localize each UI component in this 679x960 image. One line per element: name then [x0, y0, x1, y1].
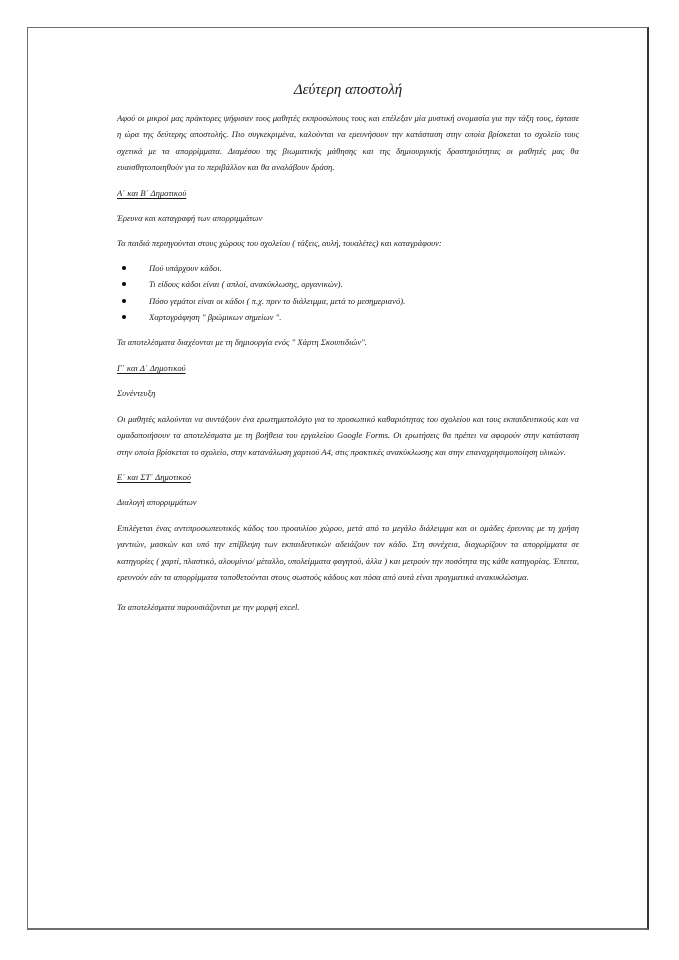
document-body — [117, 80, 579, 616]
section-heading-c-d: Γ΄ και Δ΄ Δημοτικού — [117, 362, 186, 373]
section-subheading-e-f: Διαλογή απορριμμάτων — [117, 497, 197, 508]
list-item — [117, 309, 579, 325]
bullet-icon — [122, 315, 126, 319]
list-item-text: Τι είδους κάδοι είναι ( απλοί, ανακύκλωσης, οργανικών). — [149, 279, 343, 290]
list-item — [117, 276, 579, 292]
section-subheading-c-d: Συνέντευξη — [117, 388, 156, 399]
list-item — [117, 293, 579, 309]
section-lead-a-b: Τα παιδιά περιηγούνται στους χώρους του σχολείου ( τάξεις, αυλή, τουαλέτες) και καταγράφουν: — [117, 238, 442, 249]
bullet-icon — [122, 266, 126, 270]
section-heading-e-f: Ε΄ και ΣΤ΄ Δημοτικού — [117, 471, 191, 482]
section-closing-e-f: Τα αποτελέσματα παρουσιάζονται με την μορφή excel. — [117, 602, 300, 613]
section-body-e-f: Επιλέγεται ένας αντιπροσωπευτικός κάδος του προαυλίου χώρου, μετά από το μεγάλο διάλειμμα και οι ομάδες έρευνας με τη χρήση γαντιών, μασκών και υπό την επίβλεψη των εκπαιδευτικών αδειάζουν τον κάδο. Στη συνέχεια, διαχωρίζουν τα απορρίμματα σε κατηγορίες ( χαρτί, πλαστικό, αλουμίνιο/ μέταλλο, υπολείμματα φαγητού, άλλα ) και μετρούν την ποσότητα της κάθε κατηγορίας. Έπειτα, ερευνούν εάν τα απορρίμματα τοποθετούνται στους σωστούς κάδους και πόσα από αυτά είναι πραγματικά ανακυκλώσιμα. — [117, 522, 579, 582]
list-item — [117, 260, 579, 276]
bullet-icon — [122, 299, 126, 303]
list-item-text: Πόσο γεμάτοι είναι οι κάδοι ( π.χ. πριν το διάλειμμα, μετά το μεσημεριανό). — [149, 295, 406, 306]
document-title: Δεύτερη αποστολή — [293, 82, 403, 98]
section-closing-a-b: Τα αποτελέσματα διαχέονται με τη δημιουργία ενός " Χάρτη Σκουπιδιών". — [117, 337, 367, 348]
bullet-icon — [122, 282, 126, 286]
intro-paragraph: Αφού οι μικροί μας πράκτορες ψήφισαν τους μαθητές εκπροσώπους τους και επέλεξαν μία μυστική ονομασία για την τάξη τους, έφτασε η ώρα της δεύτερης αποστολής. Πιο συγκεκριμένα, καλούνται να ερευνήσουν την κατάσταση στην οποία βρίσκεται το σχολείο τους σχετικά με τα απορρίμματα. Διαμέσου της βιωματικής μάθησης και της δημιουργικής δραστηριότητας οι μαθητές μας θα ευαισθητοποιηθούν για το περιβάλλον και θα αναλάβουν δράση. — [117, 113, 579, 173]
list-item-text: Χαρτογράφηση " βρώμικων σημείων ". — [149, 312, 282, 323]
section-subheading-a-b: Έρευνα και καταγραφή των απορριμμάτων — [117, 213, 263, 224]
section-body-c-d: Οι μαθητές καλούνται να συντάξουν ένα ερωτηματολόγιο για το προσωπικό καθαριότητας του σχολείου και τους εκπαιδευτικούς και να ομαδοποιήσουν τα αποτελέσματα με τη βοήθεια του εργαλείου Google Forms. Οι ερωτήσεις θα πρέπει να αφορούν στην κατάσταση στην οποία βρίσκεται το σχολείο, στην κατανάλωση χαρτιού Α4, στις πρακτικές ανακύκλωσης και στην επαναχρησιμοποίηση υλικών. — [117, 413, 579, 457]
list-item-text: Πού υπάρχουν κάδοι. — [149, 262, 222, 273]
section-heading-a-b: Α΄ και Β΄ Δημοτικού — [117, 187, 187, 198]
bullet-list — [117, 260, 579, 326]
